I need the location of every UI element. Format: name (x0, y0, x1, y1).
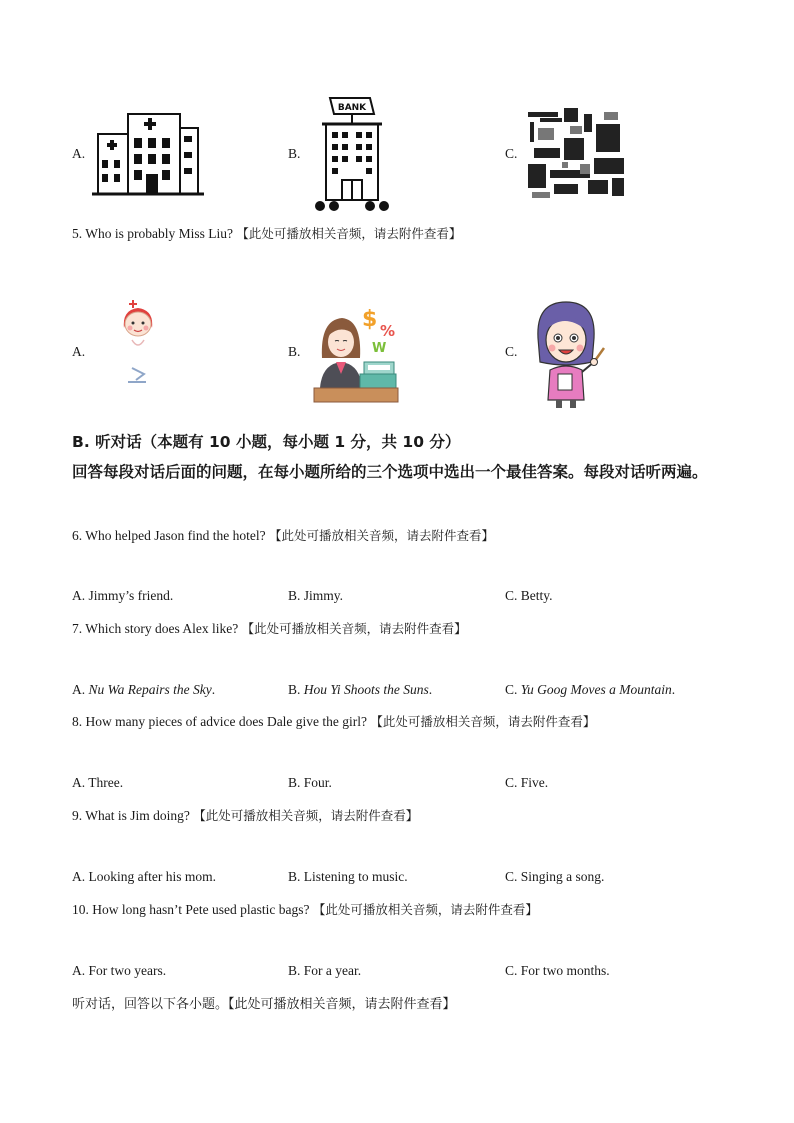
q6-option-a: A. Jimmy’s friend. (72, 588, 174, 603)
q8-option-a: A. Three. (72, 775, 124, 790)
question-8-text: 8. How many pieces of advice does Dale give the girl? (72, 714, 368, 729)
question-10-text: 10. How long hasn’t Pete used plastic bags? (72, 902, 310, 917)
bank-building-icon (312, 96, 392, 214)
question-7-text: 7. Which story does Alex like? (72, 621, 239, 636)
audio-note: 【此处可播放相关音频，请去附件查看】 (268, 528, 494, 543)
q4-option-b-label: B. (288, 146, 301, 161)
svg-text:W: W (372, 341, 387, 356)
q5-option-b-label: B. (288, 344, 301, 359)
section-b-title: B. 听对话（本题有 10 小题，每小题 1 分，共 10 分） (72, 433, 461, 451)
q5-option-a-label: A. (72, 344, 86, 359)
audio-note: 【此处可播放相关音频，请去附件查看】 (241, 621, 467, 636)
audio-note: 【此处可播放相关音频，请去附件查看】 (370, 714, 596, 729)
question-7 (72, 619, 467, 637)
listening-instruction (72, 993, 456, 1012)
audio-note: 【此处可播放相关音频，请去附件查看】 (228, 997, 456, 1012)
bank-clerk-icon (312, 304, 402, 404)
listening-instruction-text: 听对话，回答以下各小题。 (72, 997, 229, 1012)
q6-option-b: B. Jimmy. (288, 588, 344, 603)
q6-option-c: C. Betty. (505, 588, 553, 603)
question-10 (72, 900, 538, 918)
park-scene-icon (524, 104, 630, 202)
q8-option-b: B. Four. (288, 775, 332, 790)
svg-text:$: $ (362, 307, 378, 332)
q7-option-b: B. Hou Yi Shoots the Suns. (288, 682, 433, 697)
question-8 (72, 712, 595, 730)
teacher-icon (534, 300, 606, 408)
question-9-text: 9. What is Jim doing? (72, 808, 190, 823)
audio-note: 【此处可播放相关音频，请去附件查看】 (236, 226, 462, 241)
hospital-building-icon (92, 104, 204, 200)
q7-option-c: C. Yu Goog Moves a Mountain. (505, 682, 676, 697)
q5-option-c-label: C. (505, 344, 518, 359)
q8-option-c: C. Five. (505, 775, 549, 790)
nurse-icon (116, 298, 160, 390)
q9-option-c: C. Singing a song. (505, 869, 605, 884)
question-6-text: 6. Who helped Jason find the hotel? (72, 528, 266, 543)
q10-option-a: A. For two years. (72, 963, 167, 978)
svg-text:%: % (380, 322, 396, 340)
audio-note: 【此处可播放相关音频，请去附件查看】 (193, 808, 419, 823)
q4-option-c-label: C. (505, 146, 518, 161)
q10-option-c: C. For two months. (505, 963, 610, 978)
q9-option-a: A. Looking after his mom. (72, 869, 216, 884)
q10-option-b: B. For a year. (288, 963, 362, 978)
q4-option-a-label: A. (72, 146, 86, 161)
question-6 (72, 526, 494, 544)
svg-text:BANK: BANK (337, 103, 367, 113)
q9-option-b: B. Listening to music. (288, 869, 408, 884)
section-b-instruction: 回答每段对话后面的问题，在每小题所给的三个选项中选出一个最佳答案。每段对话听两遍。 (72, 463, 708, 481)
audio-note: 【此处可播放相关音频，请去附件查看】 (312, 902, 538, 917)
question-5-text: 5. Who is probably Miss Liu? (72, 226, 233, 241)
question-9 (72, 806, 418, 824)
question-5 (72, 224, 461, 242)
q7-option-a: A. Nu Wa Repairs the Sky. (72, 682, 216, 697)
